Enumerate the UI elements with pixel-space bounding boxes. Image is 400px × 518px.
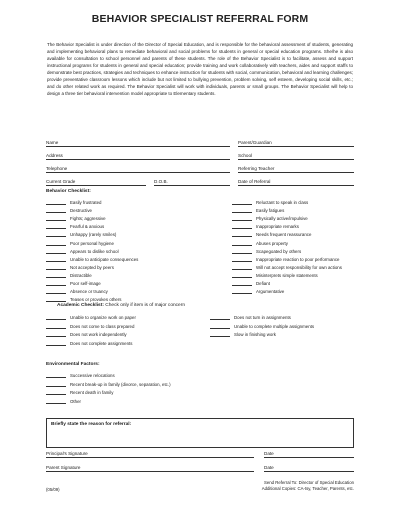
checklist-item <box>232 239 354 247</box>
checklist-item-label: Abuses property <box>256 240 288 246</box>
checkbox-blank-line[interactable] <box>232 253 252 254</box>
name-field[interactable]: Name <box>46 138 230 147</box>
current-grade-field[interactable]: Current Grade <box>46 177 146 186</box>
reason-for-referral-box[interactable]: Briefly state the reason for referral: <box>46 418 354 448</box>
checkbox-blank-line[interactable] <box>46 269 66 270</box>
checklist-item-label: Does not complete assignments <box>70 340 133 346</box>
checkbox-blank-line[interactable] <box>232 245 252 246</box>
checklist-item-label: Needs frequent reassurance <box>256 232 312 238</box>
checklist-item-label: Fights; aggressive <box>70 216 106 222</box>
checklist-item <box>46 247 176 255</box>
checklist-item <box>232 279 354 287</box>
environmental-factors-heading: Environmental Factors: <box>46 362 100 367</box>
checklist-item <box>46 206 176 214</box>
checklist-item <box>46 271 176 279</box>
checkbox-blank-line[interactable] <box>232 293 252 294</box>
checklist-item <box>232 206 354 214</box>
checklist-item-label: Recent break-up in family (divorce, separation, etc.) <box>70 381 171 387</box>
principal-date-field[interactable]: Date <box>264 449 354 458</box>
checklist-item-label: Unhappy (rarely smiles) <box>70 232 117 238</box>
checklist-item-label: Teases or provokes others <box>70 297 122 303</box>
checklist-item-label: Distractible <box>70 272 92 278</box>
checklist-item <box>232 271 354 279</box>
checklist-item-label: Defiant <box>256 281 270 286</box>
checklist-item-label: Slow in finishing work <box>234 332 276 337</box>
checklist-item-label: Misinterprets simple statements <box>256 272 318 278</box>
intro-paragraph: The Behavior Specialist is under direction of the Director of Special Education, and is responsible for the behavioral assessment of students, generating and implementing behavioral plans to remediate behavioral and social problems for students in general or special education programs. She/he is also available for consultation to school personnel and parents of these students. The role of the Behavior Specialist is to facilitate, assess and support instructional programs for students in general and special education; provide training and work collaboratively with teachers, aides and support staffs to demonstrate best practices, strategies and techniques to enhance instruction for students with social, communication, behavioral and learning challenges; provide preventative classroom lessons which include but not limited to bullying prevention, problem solving, self esteem, developing social skills, etc.; and do other related work as required. The Behavior Specialist will work with individuals, parents or small groups. The Behavior Specialist will help to design a three tier behavioral intervention model appropriate to Elementary students. <box>47 42 353 97</box>
checkbox-blank-line[interactable] <box>46 328 66 329</box>
parent-date-field[interactable]: Date <box>264 463 354 472</box>
checklist-item <box>46 279 176 287</box>
checklist-item <box>46 263 176 271</box>
dob-field[interactable]: D.O.B. <box>154 177 230 186</box>
checkbox-blank-line[interactable] <box>232 269 252 270</box>
checkbox-blank-line[interactable] <box>232 285 252 286</box>
checkbox-blank-line[interactable] <box>46 336 66 337</box>
checklist-item-label: Unable to anticipate consequences <box>70 256 139 262</box>
checkbox-blank-line[interactable] <box>210 328 230 329</box>
checklist-item-label: Destructive <box>70 208 92 214</box>
form-title: BEHAVIOR SPECIALIST REFERRAL FORM <box>91 13 309 25</box>
checkbox-blank-line[interactable] <box>46 204 66 205</box>
routing-info <box>262 480 354 492</box>
checklist-item-label: Does not come to class prepared <box>70 323 135 329</box>
checklist-item <box>232 287 354 295</box>
checklist-item <box>46 295 176 303</box>
checklist-item-label: Does not turn in assignments <box>234 315 291 320</box>
date-of-referral-field[interactable]: Date of Referral <box>238 177 354 186</box>
checklist-item-label: Not accepted by peers <box>70 264 114 270</box>
checklist-item <box>46 339 176 347</box>
checkbox-blank-line[interactable] <box>232 212 252 213</box>
telephone-field[interactable]: Telephone <box>46 164 230 173</box>
checkbox-blank-line[interactable] <box>46 236 66 237</box>
checkbox-blank-line[interactable] <box>46 403 66 404</box>
checklist-item-label: Unable to organize work on paper <box>70 315 136 320</box>
checklist-item <box>232 198 354 206</box>
checklist-item <box>46 239 176 247</box>
additional-copies-text: Additional Copies: CA-tsy, Teacher, Parents, etc. <box>261 486 354 491</box>
checkbox-blank-line[interactable] <box>46 253 66 254</box>
checklist-item <box>46 255 176 263</box>
checklist-item <box>46 230 176 238</box>
checkbox-blank-line[interactable] <box>46 394 66 395</box>
checkbox-blank-line[interactable] <box>210 336 230 337</box>
checkbox-blank-line[interactable] <box>46 212 66 213</box>
checklist-item-label: Fearful & anxious <box>70 224 105 230</box>
checklist-item-label: Argumentative <box>256 289 285 295</box>
checkbox-blank-line[interactable] <box>232 228 252 229</box>
checklist-item-label: Poor self-image <box>70 281 101 286</box>
parent-guardian-field[interactable]: Parent/Guardian <box>238 138 354 147</box>
checklist-item <box>210 313 354 321</box>
checklist-item-label: Recent death in family <box>70 390 114 395</box>
checklist-item-label: Poor personal hygiene <box>70 240 114 246</box>
checklist-item-label: Scapegoated by others <box>256 248 302 254</box>
form-revision-code: (05/09) <box>46 487 60 492</box>
checklist-item-label: Unable to complete multiple assignments <box>234 323 315 329</box>
checkbox-blank-line[interactable] <box>46 345 66 346</box>
checkbox-blank-line[interactable] <box>46 377 66 378</box>
checklist-item-label: Will not accept responsibility for own actions <box>256 264 342 270</box>
checkbox-blank-line[interactable] <box>46 293 66 294</box>
behavior-checklist-heading: Behavior Checklist: <box>46 189 91 194</box>
checkbox-blank-line[interactable] <box>46 261 66 262</box>
checkbox-blank-line[interactable] <box>210 319 230 320</box>
checklist-item <box>232 222 354 230</box>
checkbox-blank-line[interactable] <box>46 245 66 246</box>
checkbox-blank-line[interactable] <box>46 386 66 387</box>
checkbox-blank-line[interactable] <box>232 236 252 237</box>
checklist-item <box>46 397 246 405</box>
checklist-item <box>46 198 176 206</box>
checklist-item-label: Physically active/impulsive <box>256 216 308 222</box>
checklist-item <box>46 371 246 379</box>
checklist-item <box>232 247 354 255</box>
checklist-item <box>232 214 354 222</box>
checklist-item <box>46 313 176 321</box>
checkbox-blank-line[interactable] <box>232 277 252 278</box>
checklist-item <box>46 380 246 388</box>
checklist-item <box>232 263 354 271</box>
academic-checklist-heading: Academic Checklist: Check only if item is of major concern <box>57 303 185 308</box>
checkbox-blank-line[interactable] <box>232 204 252 205</box>
parent-signature-field[interactable]: Parent Signature <box>46 463 254 472</box>
checklist-item-label: Absence or truancy <box>70 289 108 295</box>
checklist-item <box>46 287 176 295</box>
checklist-item <box>210 322 354 330</box>
checkbox-blank-line[interactable] <box>232 261 252 262</box>
checkbox-blank-line[interactable] <box>46 285 66 286</box>
checklist-item-label: Reluctant to speak in class <box>256 200 309 205</box>
checklist-item <box>232 230 354 238</box>
checkbox-blank-line[interactable] <box>46 319 66 320</box>
checklist-item-label: Other <box>70 398 81 404</box>
checkbox-blank-line[interactable] <box>46 220 66 221</box>
checklist-item <box>210 330 354 338</box>
checklist-item <box>46 322 176 330</box>
checkbox-blank-line[interactable] <box>46 277 66 278</box>
referring-teacher-field[interactable]: Referring Teacher <box>238 164 354 173</box>
checkbox-blank-line[interactable] <box>46 228 66 229</box>
checklist-item-label: Easily frustrated <box>70 200 102 205</box>
checklist-item-label: Easily fatigues <box>256 208 285 214</box>
principal-signature-field[interactable]: Principal's Signature <box>46 449 254 458</box>
address-field[interactable]: Address <box>46 151 230 160</box>
checklist-item <box>46 330 176 338</box>
checklist-item-label: Inappropriate reaction to poor performance <box>256 256 340 262</box>
checklist-item <box>46 214 176 222</box>
checklist-item <box>46 222 176 230</box>
send-to-text: Send Referral To: Director of Special Education <box>264 480 354 485</box>
checkbox-blank-line[interactable] <box>232 220 252 221</box>
checklist-item-label: Inappropriate remarks <box>256 224 299 230</box>
checklist-item <box>232 255 354 263</box>
checklist-item-label: Appears to dislike school <box>70 248 119 254</box>
checklist-item-label: Does not work independently <box>70 332 127 337</box>
checklist-item-label: Successive relocations <box>70 373 115 378</box>
checklist-item <box>46 388 246 396</box>
school-field[interactable]: School <box>238 151 354 160</box>
